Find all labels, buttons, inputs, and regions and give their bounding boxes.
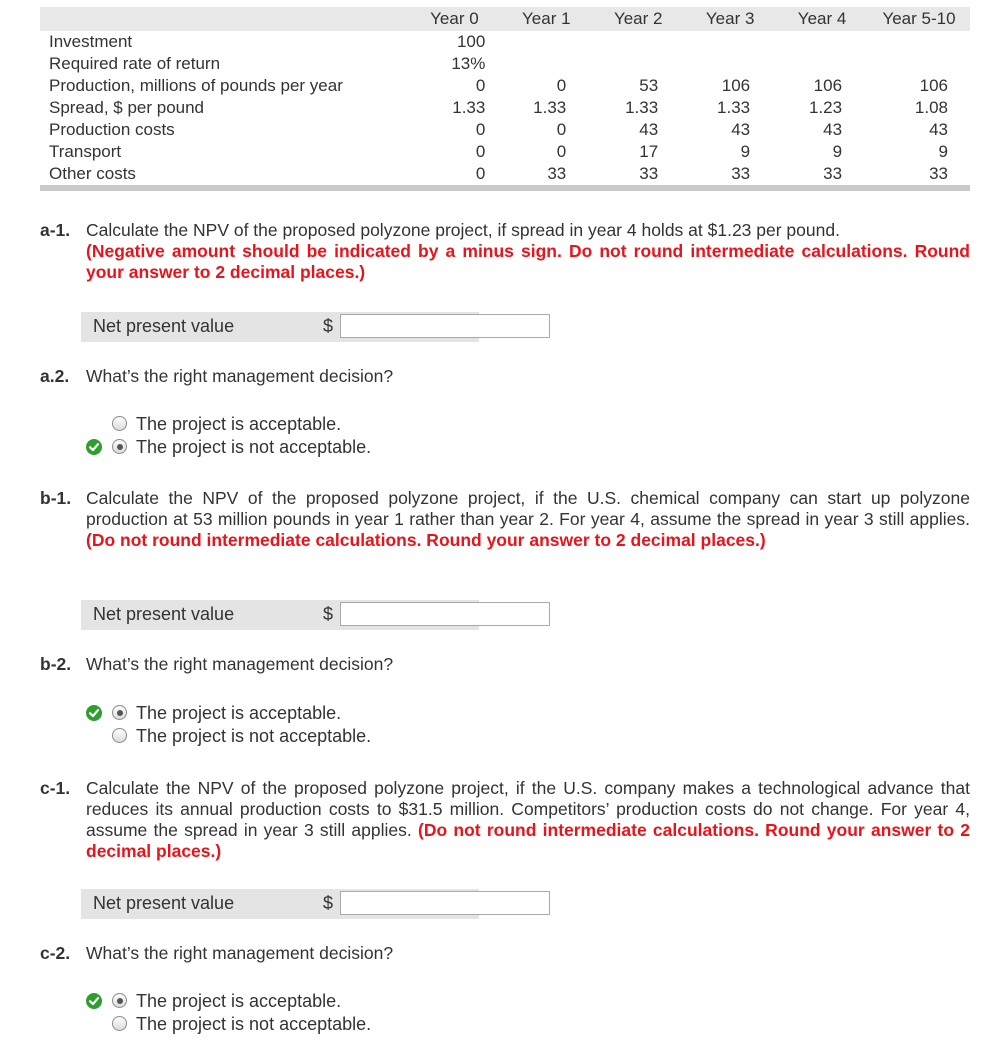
table-cell: 9 [740,142,751,161]
table-row [40,75,970,97]
question-b1 [40,488,970,551]
radio-button[interactable] [112,705,127,720]
table-cell [868,53,970,75]
table-cell: 33 [547,164,567,183]
currency-symbol: $ [323,316,334,336]
option-label: The project is acceptable. [136,414,342,434]
question-number: c-2. [40,943,71,963]
table-cell: 0 [475,120,486,139]
table-cell [500,53,592,75]
question-body: Calculate the NPV of the proposed polyzone project, if spread in year 4 holds at $1.23 per pound. [86,220,840,240]
table-row [40,97,970,119]
table-cell: 13% [451,54,486,73]
question-c1 [40,778,970,862]
table-cell: 106 [721,76,751,95]
npv-label: Net present value [93,316,235,336]
header-cell: Year 2 [613,9,663,28]
table-cell [684,31,776,53]
table-cell: 106 [813,76,843,95]
table-cell: 0 [556,120,567,139]
table-row [40,31,970,53]
header-cell: Year 1 [522,9,571,28]
radio-button[interactable] [112,439,127,454]
question-number: b-2. [40,654,72,674]
question-text [86,488,970,551]
question-text: What’s the right management decision? [86,943,394,963]
table-cell [776,53,868,75]
table-cell: 0 [475,76,486,95]
data-table [40,7,970,185]
table-cell: 9 [938,142,948,161]
question-instruction: (Do not round intermediate calculations. Round your answer to 2 decimal places.) [86,820,970,861]
question-text [86,778,970,862]
table-cell [500,31,592,53]
table-row [40,53,970,75]
option-label: The project is not acceptable. [136,726,372,746]
question-a2 [40,366,970,387]
table-cell: 1.08 [914,98,948,117]
header-cell: Year 3 [705,9,755,28]
row-label: Transport [49,142,122,161]
table-cell: 9 [832,142,843,161]
radio-button[interactable] [112,416,127,431]
option-label: The project is acceptable. [136,991,342,1011]
currency-symbol: $ [323,893,334,913]
npv-answer-row-b1 [81,600,479,630]
table-cell: 43 [639,120,659,139]
row-label: Production, millions of pounds per year [49,76,343,95]
question-a1 [40,220,970,283]
row-label: Production costs [49,120,175,139]
option-label: The project is not acceptable. [136,1014,372,1034]
correct-check-icon [86,993,102,1009]
header-cell: Year 5-10 [882,9,956,28]
data-table-container [40,7,970,191]
npv-answer-row-c1 [81,889,479,919]
table-header-row [40,7,970,31]
question-text [86,220,970,283]
table-row [40,141,970,163]
radio-button[interactable] [112,993,127,1008]
table-cell: 0 [556,142,567,161]
table-cell: 33 [639,164,659,183]
row-label: Investment [49,32,133,51]
table-cell: 1.33 [533,98,567,117]
question-c2 [40,943,970,964]
table-cell: 0 [475,164,486,183]
table-cell [868,31,970,53]
table-cell: 43 [823,120,843,139]
header-cell: Year 0 [430,9,479,28]
table-cell: 106 [919,76,948,95]
npv-label: Net present value [93,893,235,913]
table-row [40,163,970,185]
question-number: a.2. [40,366,70,386]
header-cell: Year 4 [797,9,847,28]
table-cell: 0 [556,76,567,95]
table-row [40,119,970,141]
correct-check-icon [86,705,102,721]
npv-input-b1[interactable] [340,602,550,626]
table-cell: 1.33 [717,98,751,117]
radio-button[interactable] [112,1016,127,1031]
radio-button[interactable] [112,728,127,743]
option-label: The project is acceptable. [136,703,342,723]
npv-label: Net present value [93,604,235,624]
question-b2 [40,654,970,675]
table-cell: 43 [929,120,948,139]
table-cell: 1.33 [625,98,659,117]
row-label: Required rate of return [49,54,221,73]
question-number: b-1. [40,488,72,508]
table-cell: 33 [731,164,751,183]
table-cell: 1.33 [452,98,486,117]
table-cell: 17 [639,142,659,161]
currency-symbol: $ [323,604,334,624]
table-cell: 43 [731,120,751,139]
table-cell: 100 [456,32,486,51]
question-text: What’s the right management decision? [86,366,394,386]
table-cell: 53 [639,76,659,95]
npv-answer-row-a1 [81,312,479,342]
npv-input-c1[interactable] [340,891,550,915]
table-cell: 33 [929,164,948,183]
question-instruction: (Do not round intermediate calculations. Round your answer to 2 decimal places.) [86,530,766,550]
table-cell: 0 [475,142,486,161]
question-number: a-1. [40,220,71,240]
npv-input-a1[interactable] [340,314,550,338]
table-cell [776,31,868,53]
question-body: Calculate the NPV of the proposed polyzone project, if the U.S. company makes a technological advance that reduces its annual production costs to $31.5 million. Competitors’ production costs do not change. For year 4, assume the spread in year 3 still applies. [86,778,970,840]
row-label: Spread, $ per pound [49,98,205,117]
table-bottom-rule [40,185,970,191]
row-label: Other costs [49,164,136,183]
correct-check-icon [86,439,102,455]
question-instruction: (Negative amount should be indicated by a minus sign. Do not round intermediate calculations. Round your answer to 2 decimal places.) [86,241,970,282]
table-cell: 1.23 [808,98,843,117]
table-cell [592,53,684,75]
table-cell: 33 [823,164,843,183]
table-cell [684,53,776,75]
table-cell [592,31,684,53]
header-cell [40,7,408,31]
option-label: The project is not acceptable. [136,437,372,457]
question-number: c-1. [40,778,71,798]
question-body: Calculate the NPV of the proposed polyzone project, if the U.S. chemical company can start up polyzone production at 53 million pounds in year 1 rather than year 2. For year 4, assume the spread in year 3 still applies. [86,488,970,529]
question-text: What’s the right management decision? [86,654,394,674]
